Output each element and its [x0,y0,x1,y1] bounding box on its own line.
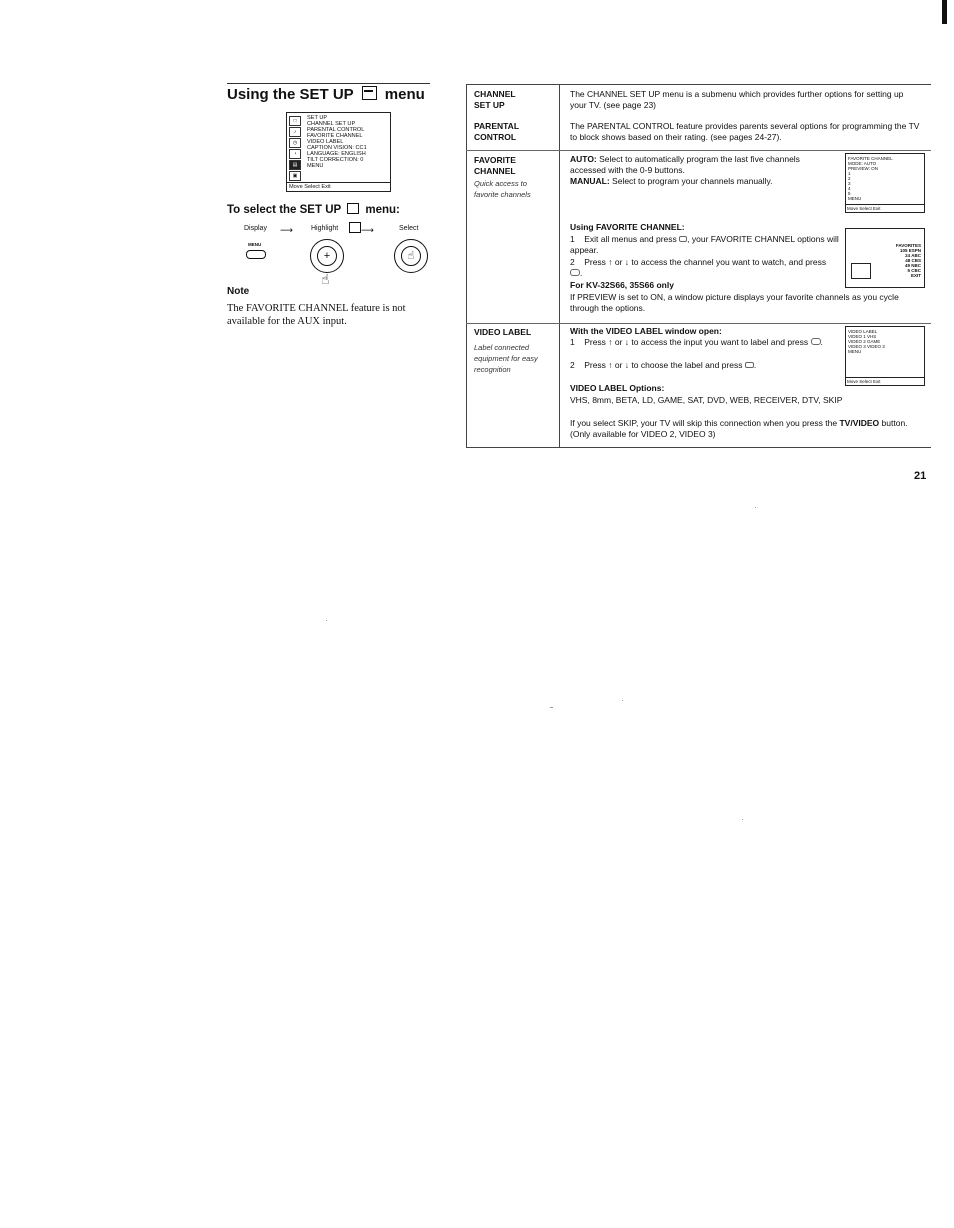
step-number: 2 [570,257,575,267]
channel-icon: ▣ [289,171,301,181]
audio-icon: ♪ [289,127,301,137]
osd-title: FAVORITE CHANNEL [848,156,893,161]
using-favorite-step2: 2 Press ↑ or ↓ to access the channel you want to watch, and press . [570,257,827,278]
term-favorite-channel [474,155,516,177]
osd-line: MENU [848,349,862,354]
osd-line: VIDEO 1 VHS [848,334,877,339]
setup-menu-screen [286,112,391,192]
manual-text [570,176,820,187]
using-favorite-heading: Using FAVORITE CHANNEL: [570,222,685,232]
desc-channel-setup: The CHANNEL SET UP menu is a submenu which provides further options for setting up your TV. (see page 23) [570,89,904,110]
term-channel-setup [474,89,516,111]
desc-parental-control: The PARENTAL CONTROL feature provides parents several options for programming the TV to block shows based on their rating. (see pages 24-27). [570,121,920,142]
menu-line: CHANNEL SET UP [307,121,356,127]
left-heading-text: Using the SET UP [227,86,354,103]
caption-line: Quick access to [474,179,527,188]
video-label-step1: 1 Press ↑ or ↓ to access the input you want to label and press . [570,337,823,347]
video-label-options-list: VHS, 8mm, BETA, LD, GAME, SAT, DVD, WEB, RECEIVER, DTV, SKIP [570,395,843,405]
osd-favorite-channel [845,153,925,213]
step-text: Press ↑ or ↓ to access the input you want to label and press [584,337,809,347]
menu-button-label: MENU [248,242,262,247]
term-line: FAVORITE [474,155,516,165]
auto-text [570,154,820,176]
subheading-text: To select the SET UP [227,204,341,216]
kv-heading: For KV-32S66, 35S66 only [570,280,674,290]
video-label-skip-text [570,418,925,440]
with-video-label-heading: With the VIDEO LABEL window open: [570,326,722,336]
note-text: The FAVORITE CHANNEL feature is not available for the AUX input. [227,303,406,327]
video-label-caption [474,342,538,375]
step-text-tail: , your FAVORITE CHANNEL options will appear. [570,234,839,255]
osd-line: MODE: AUTO [848,161,877,166]
menu-line: TILT CORRECTION: 0 [307,157,364,163]
joystick-press-icon: ☝ [401,246,421,266]
joystick-center-icon: + [317,246,337,266]
subheading-suffix: menu: [365,204,400,216]
menu-line: PARENTAL CONTROL [307,127,365,133]
auto-label: AUTO: [570,154,597,164]
video-icon: □ [289,116,301,126]
steps-row [244,225,434,305]
table-bottom-rule [466,447,931,448]
osd-line: VIDEO 3 VIDEO 3 [848,344,885,349]
left-heading-suffix: menu [384,86,425,103]
osd-line: 105 ESPN [899,248,921,253]
scan-speck [550,707,553,708]
row-separator [466,323,931,324]
page-number: 21 [914,470,927,482]
osd-line: 48 CBS [905,258,921,263]
auto-desc: Select to automatically program the last five channels accessed with the 0-9 buttons. [570,154,800,175]
osd-line: EXIT [910,273,921,278]
step-display: Display [244,225,267,232]
osd-line: 5 [848,191,851,196]
table-left-rule [466,84,467,448]
step-text: Exit all menus and press [584,234,677,244]
step-number: 2 [570,360,575,370]
joystick-press-icon [745,362,754,368]
scan-speck [755,507,756,508]
step-select: Select [399,225,419,232]
term-parental-control [474,121,519,143]
menu-line: LANGUAGE: ENGLISH [307,151,366,157]
term-line: PARENTAL [474,121,520,131]
setup-menu-icon [349,222,361,233]
row-separator [466,150,931,151]
joystick-press-icon [570,269,580,276]
favorites-list [896,243,921,278]
left-heading [227,86,425,103]
osd-line: 3 [848,181,851,186]
setup-menu-icon [347,203,359,214]
caption-line: favorite channels [474,190,531,199]
caption-line: equipment for easy [474,354,538,363]
favorites-button-icon [679,236,687,242]
osd-line: 2 [848,176,851,181]
step-number: 1 [570,234,575,244]
term-video-label: VIDEO LABEL [474,327,532,337]
osd-footer: Move Select Exit [846,377,924,385]
video-label-step2: 2 Press ↑ or ↓ to choose the label and press . [570,360,757,370]
joystick-press-icon [811,338,821,345]
osd-line: 5 CBC [907,268,921,273]
menu-line: VIDEO LABEL [307,139,344,145]
setup-icon: ▤ [289,160,301,170]
osd-line: 4 [848,186,851,191]
menu-line: SET UP [307,115,328,121]
osd-favorites-list [845,228,925,288]
manual-desc: Select to program your channels manually. [612,176,773,186]
skip-text: If you select SKIP, your TV will skip this connection when you press the [570,418,838,428]
arrow-right-icon: ⟶ [361,225,374,235]
menu-button-icon [246,250,266,259]
osd-line: 49 NBC [904,263,921,268]
menu-line: CAPTION VISION: CC1 [307,145,367,151]
term-line: CHANNEL [474,166,516,176]
osd-title: FAVORITES [895,243,921,248]
using-favorite-step1 [570,234,840,256]
table-top-rule [466,84,931,85]
osd-footer: Move Select Exit [846,204,924,212]
osd-video-label [845,326,925,386]
arrow-right-icon: ⟶ [280,225,293,235]
osd-line: PREVIEW: ON [848,166,878,171]
kv-text: If PREVIEW is set to ON, a window picture displays your favorite channels as you cycle through the options. [570,292,899,313]
favorite-caption [474,178,531,200]
corner-bar-mark [942,0,947,24]
scan-speck [326,620,327,621]
menu-line: MENU [307,163,324,169]
table-column-rule [559,84,560,448]
menu-line: FAVORITE CHANNEL [307,133,363,139]
menu-lines [307,115,367,169]
osd-line: 24 ABC [905,253,921,258]
step-text: Press ↑ or ↓ to choose the label and press [584,360,743,370]
scan-speck [742,819,743,820]
term-line: CHANNEL [474,89,516,99]
step-text: Press ↑ or ↓ to access the channel you want to watch, and press [584,257,827,267]
video-label-options-heading: VIDEO LABEL Options: [570,383,665,393]
subheading [227,203,400,216]
osd-title: VIDEO LABEL [848,329,878,334]
caption-line: recognition [474,365,511,374]
term-line: CONTROL [474,132,517,142]
hand-press-icon: ☝ [321,271,330,287]
caption-line: Label connected [474,343,530,352]
note-heading: Note [227,286,250,297]
osd-line: 1 [848,171,851,176]
step-highlight: Highlight [311,225,339,232]
step-number: 1 [570,337,575,347]
manual-label: MANUAL: [570,176,610,186]
menu-footer: Move Select Exit [287,182,390,191]
timer-icon: ◷ [289,138,301,148]
skip-tail: button. (Only available for VIDEO 2, VIDEO 3) [570,418,908,439]
scan-speck [622,700,623,701]
left-rule [227,83,430,84]
tv-video-button-label: TV/VIDEO [839,418,880,428]
setup-menu-icon [362,86,377,100]
preview-window [851,263,871,279]
term-line: SET UP [474,100,505,110]
clock-icon: ◔ [289,149,301,159]
osd-line: VIDEO 2 GAME [848,339,881,344]
osd-line: MENU [848,196,862,201]
menu-icon-column [289,116,301,182]
